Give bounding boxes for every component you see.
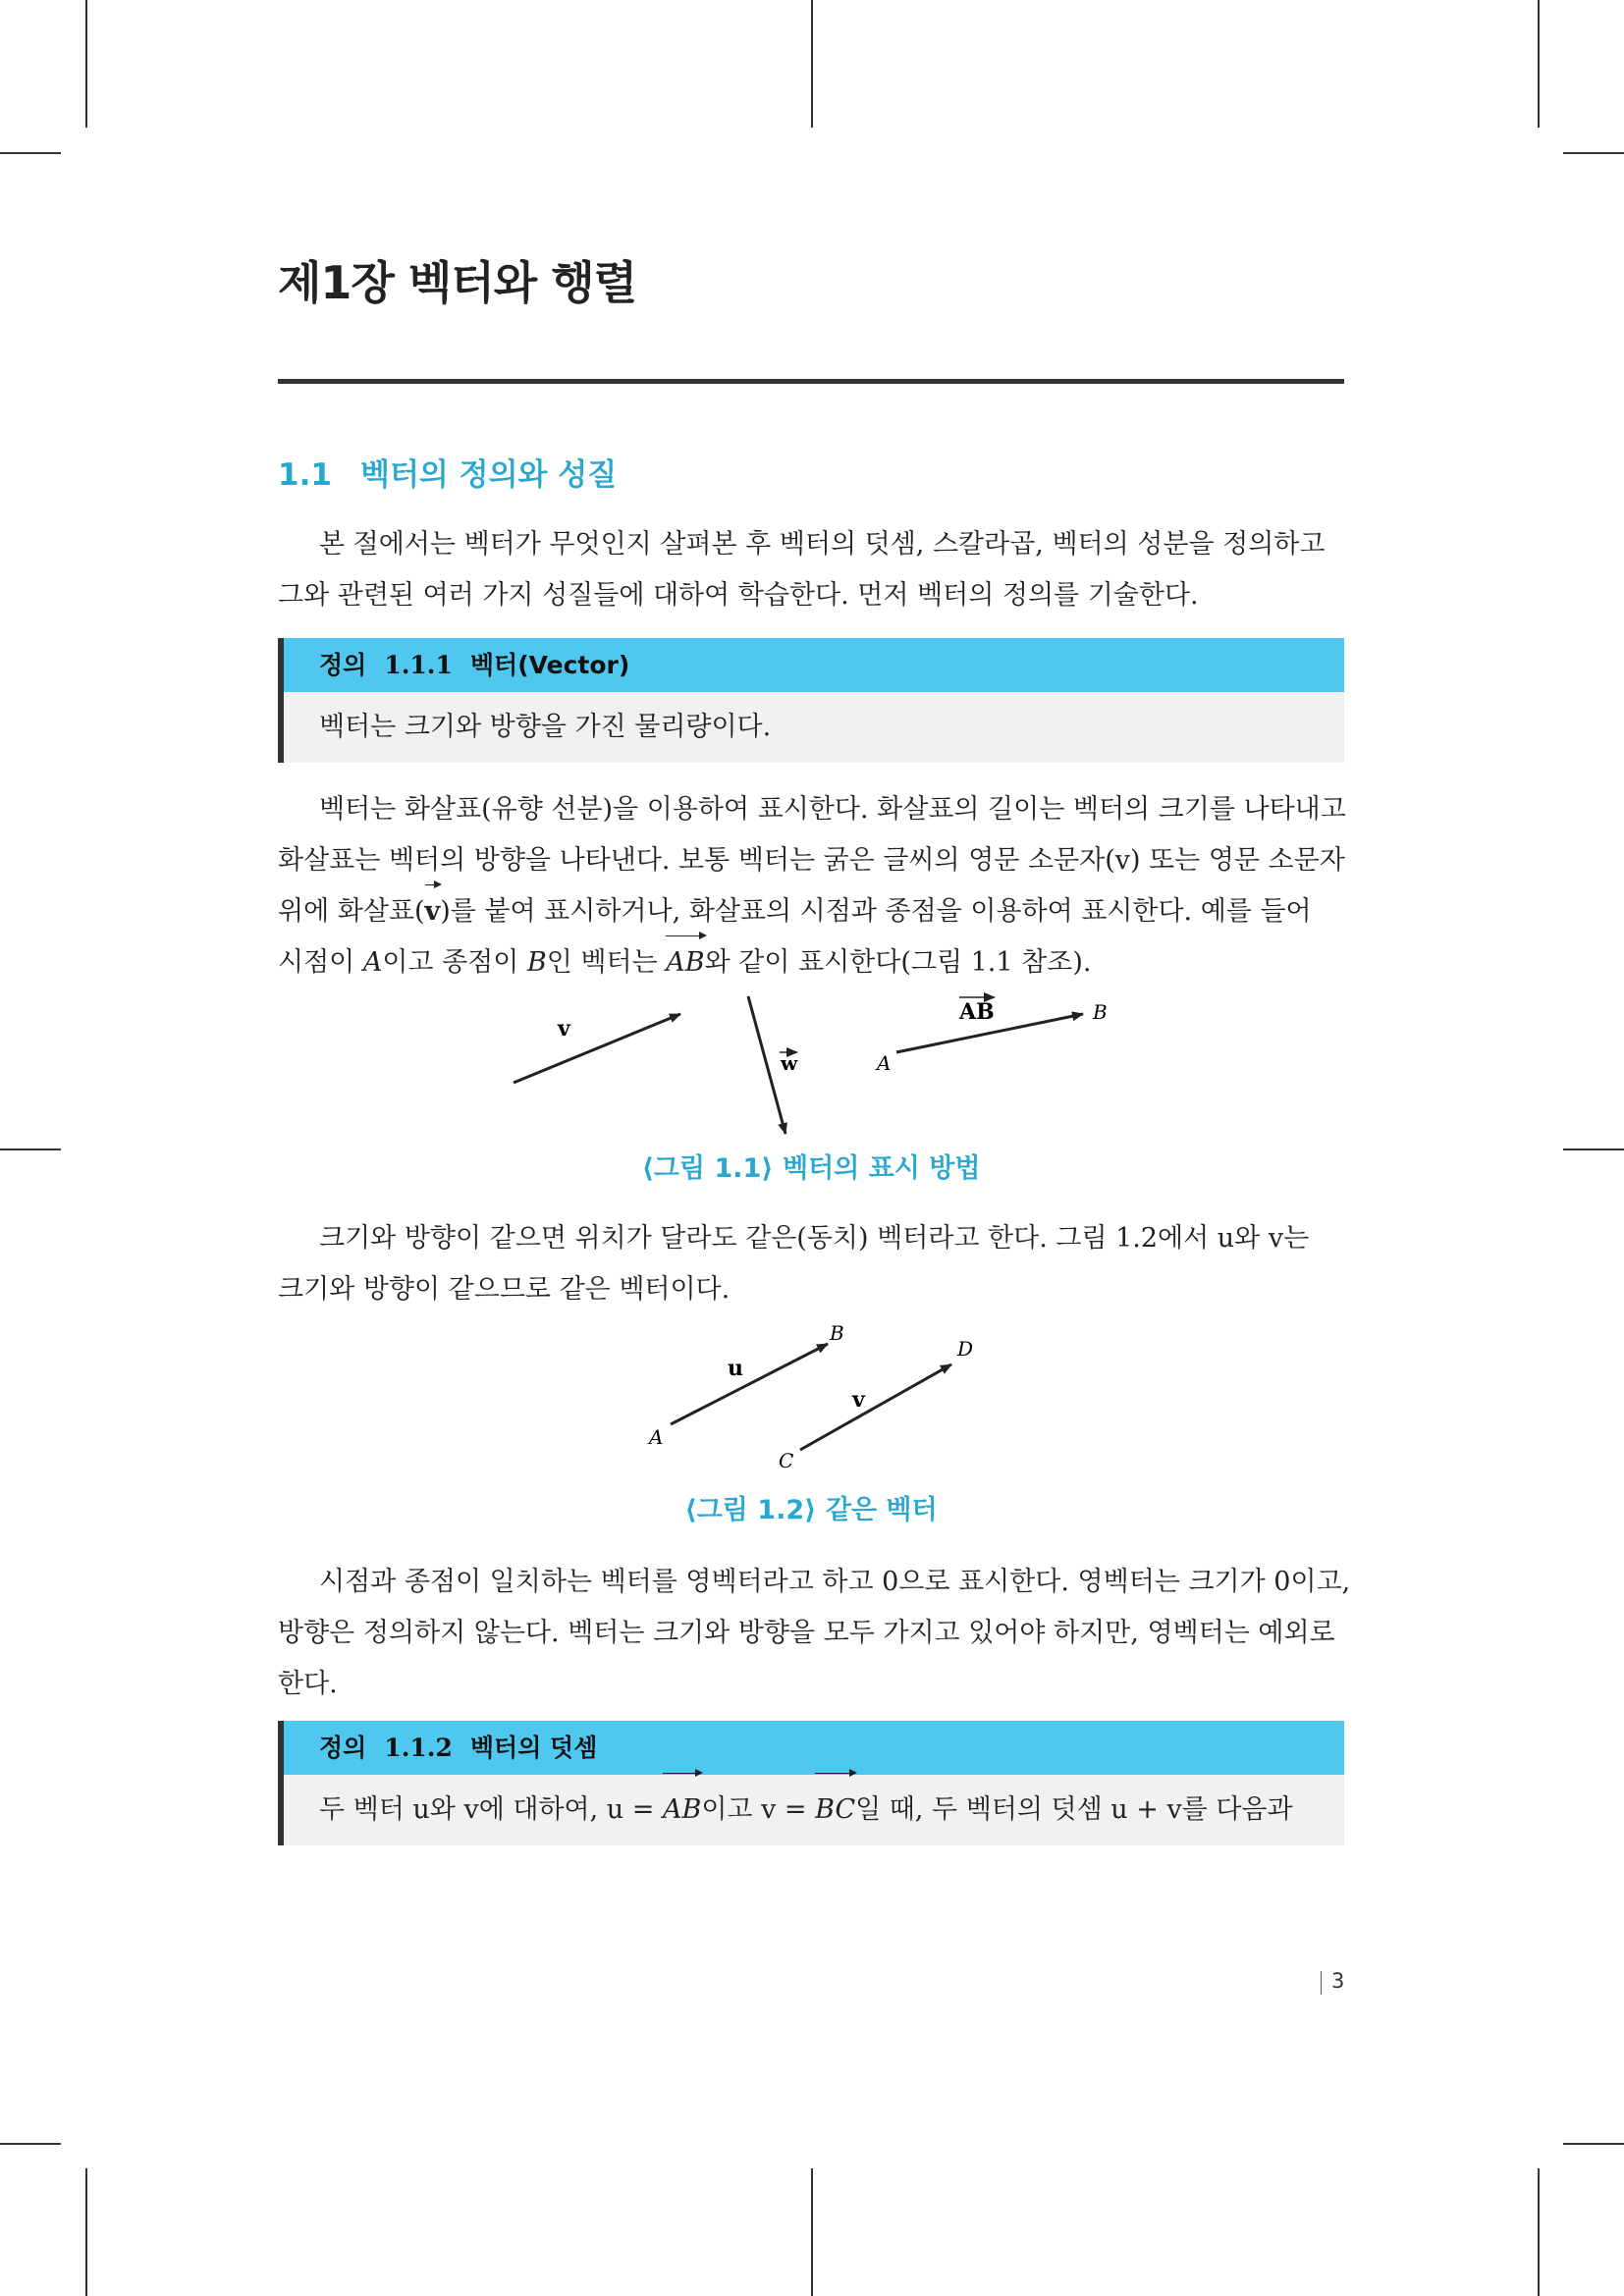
page-number-divider	[1321, 1971, 1322, 1995]
chapter-rule	[278, 379, 1344, 384]
text-line: 화살표는 벡터의 방향을 나타낸다. 보통 벡터는 굵은 글씨의 영문 소문자(v) 또는 영문 소문자	[278, 845, 1345, 876]
text-span: 위에 화살표(	[278, 896, 425, 927]
point-c-label: C	[779, 1449, 794, 1472]
crop-mark	[85, 0, 87, 128]
vector-symbol: AB	[666, 937, 704, 988]
chapter-title: 제1장 벡터와 행렬	[278, 256, 637, 309]
crop-mark	[811, 0, 813, 128]
paragraph-equal-vectors	[278, 1213, 1344, 1315]
paragraph-vector-notation	[278, 784, 1344, 988]
vector-u-arrow	[671, 1344, 828, 1424]
point-a-label: A	[649, 1425, 664, 1449]
text-span: 두 벡터 u와 v에 대하여, u =	[319, 1794, 663, 1825]
vector-symbol: v	[425, 886, 441, 937]
figure-equal-vectors	[278, 1320, 1344, 1477]
point-b-label: B	[830, 1321, 844, 1345]
crop-mark	[811, 2168, 813, 2296]
vector-v-arrow	[514, 1014, 680, 1083]
definition-box	[278, 638, 1344, 763]
figure-vector-notation	[278, 977, 1344, 1153]
text-span: 인 벡터는	[546, 947, 667, 978]
crop-mark	[1538, 0, 1540, 128]
figure-caption: ⟨그림 1.2⟩ 같은 벡터	[684, 1495, 938, 1525]
crop-mark	[1563, 152, 1624, 154]
text-line: 시점과 종점이 일치하는 벡터를 영벡터라고 하고 0으로 표시한다. 영벡터는 크기가 0이고,	[319, 1567, 1351, 1597]
vector-ab-label: AB	[959, 999, 995, 1025]
text-line: 한다.	[278, 1669, 338, 1699]
figure-caption: ⟨그림 1.1⟩ 벡터의 표시 방법	[641, 1153, 981, 1184]
point-b-label: B	[1093, 1000, 1108, 1024]
crop-mark	[85, 2168, 87, 2296]
definition-title: 벡터(Vector)	[469, 651, 630, 679]
text-span: )를 붙여 표시하거나, 화살표의 시점과 종점을 이용하여 표시한다. 예를 들어	[440, 896, 1312, 927]
text-span: 이고 v =	[701, 1794, 816, 1825]
section-number: 1.1	[278, 457, 332, 493]
vector-w-label: w	[781, 1051, 798, 1075]
vector-v-label: v	[558, 1016, 570, 1041]
text-line: 본 절에서는 벡터가 무엇인지 살펴본 후 벡터의 덧셈, 스칼라곱, 벡터의 성분을 정의하고	[319, 529, 1326, 560]
text-span: 와 같이 표시한다(그림 1.1 참조).	[704, 947, 1092, 978]
text-line: 그와 관련된 여러 가지 성질들에 대하여 학습한다. 먼저 벡터의 정의를 기술한다.	[278, 580, 1199, 611]
section-title	[278, 450, 617, 494]
point-a-label: A	[877, 1051, 892, 1075]
vector-v-label: v	[852, 1387, 865, 1413]
math-symbol: A	[362, 947, 383, 978]
definition-label: 정의	[319, 1734, 367, 1762]
text-line: 방향은 정의하지 않는다. 벡터는 크기와 방향을 모두 가지고 있어야 하지만, 영벡터는 예외로	[278, 1618, 1335, 1648]
text-span: 시점이	[278, 947, 363, 978]
definition-body: 벡터는 크기와 방향을 가진 물리량이다.	[319, 712, 772, 742]
paragraph-zero-vector	[278, 1557, 1351, 1710]
crop-mark	[0, 2143, 61, 2145]
vector-symbol: AB	[663, 1775, 701, 1845]
vector-u-label: u	[728, 1356, 743, 1381]
crop-mark	[0, 1148, 61, 1150]
math-symbol: B	[526, 947, 547, 978]
text-span: 일 때, 두 벡터의 덧셈 u + v를 다음과	[855, 1794, 1293, 1825]
paragraph-intro	[278, 519, 1344, 621]
crop-mark	[0, 152, 61, 154]
definition-header	[284, 638, 1344, 692]
definition-header	[284, 1721, 1344, 1775]
definition-title: 벡터의 덧셈	[469, 1734, 598, 1762]
vector-symbol: BC	[815, 1775, 855, 1845]
definition-label: 정의	[319, 651, 367, 679]
definition-body	[284, 1775, 1344, 1845]
definition-number: 1.1.1	[384, 651, 453, 679]
definition-number: 1.1.2	[384, 1734, 453, 1762]
vector-v-arrow	[800, 1364, 951, 1450]
definition-box	[278, 1721, 1344, 1845]
crop-mark	[1538, 2168, 1540, 2296]
crop-mark	[1563, 1148, 1624, 1150]
text-line: 크기와 방향이 같으면 위치가 달라도 같은(동치) 벡터라고 한다. 그림 1.2에서 u와 v는	[319, 1223, 1310, 1254]
page-number: 3	[1331, 1969, 1345, 1993]
text-line: 크기와 방향이 같으므로 같은 벡터이다.	[278, 1274, 731, 1305]
text-span: 이고 종점이	[382, 947, 527, 978]
section-heading: 벡터의 정의와 성질	[360, 457, 618, 493]
crop-mark	[1563, 2143, 1624, 2145]
point-d-label: D	[957, 1337, 974, 1361]
text-line: 벡터는 화살표(유향 선분)을 이용하여 표시한다. 화살표의 길이는 벡터의 크기를 나타내고	[319, 794, 1346, 825]
text-line	[278, 886, 1344, 937]
